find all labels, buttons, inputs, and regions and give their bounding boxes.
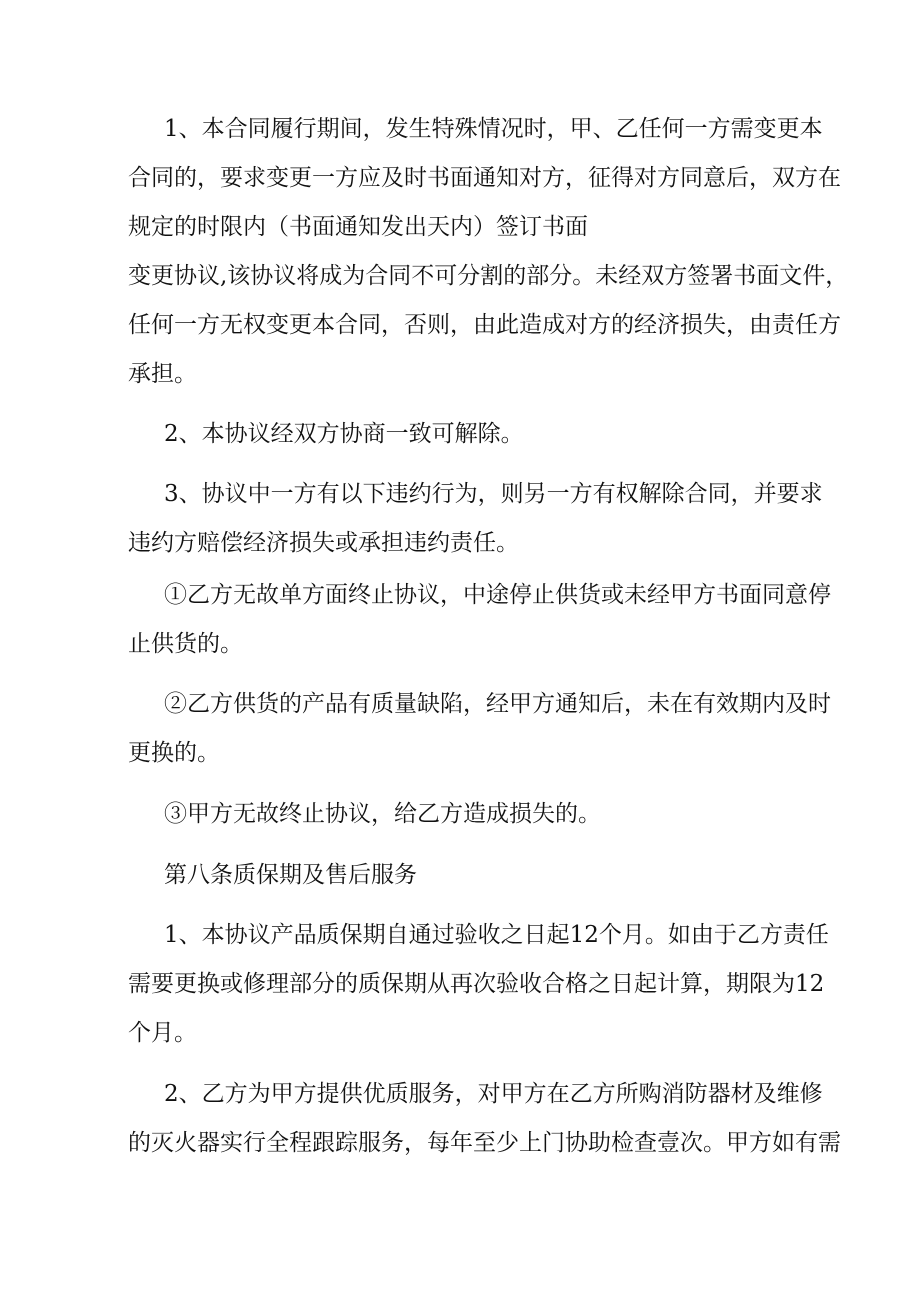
paragraph-10-line-2: 的灭火器实行全程跟踪服务，每年至少上门协助检查壹次。甲方如有需 — [128, 1130, 841, 1156]
paragraph-2-line-1: 变更协议,该协议将成为合同不可分割的部分。未经双方签署书面文件， — [128, 263, 849, 289]
paragraph-4-line-1: 3、协议中一方有以下违约行为，则另一方有权解除合同，并要求 — [164, 481, 823, 507]
paragraph-1-line-2: 合同的，要求变更一方应及时书面通知对方，征得对方同意后，双方在 — [128, 165, 841, 191]
paragraph-2-line-3: 承担。 — [128, 361, 197, 387]
paragraph-6-line-1: ②乙方供货的产品有质量缺陷，经甲方通知后，未在有效期内及时 — [164, 691, 831, 717]
paragraph-9-line-2: 需要更换或修理部分的质保期从再次验收合格之日起计算，期限为12 — [128, 971, 825, 997]
paragraph-3-line-1: 2、本协议经双方协商一致可解除。 — [164, 421, 524, 447]
paragraph-2-line-2: 任何一方无权变更本合同，否则，由此造成对方的经济损失，由责任方 — [128, 312, 841, 338]
paragraph-9-line-1: 1、本协议产品质保期自通过验收之日起12个月。如由于乙方责任 — [164, 922, 829, 948]
paragraph-4-line-2: 违约方赔偿经济损失或承担违约责任。 — [128, 530, 519, 556]
paragraph-1-line-1: 1、本合同履行期间，发生特殊情况时，甲、乙任何一方需变更本 — [164, 116, 823, 142]
paragraph-1-line-3: 规定的时限内（书面通知发出天内）签订书面 — [128, 214, 588, 240]
paragraph-6-line-2: 更换的。 — [128, 740, 220, 766]
paragraph-10-line-1: 2、乙方为甲方提供优质服务，对甲方在乙方所购消防器材及维修 — [164, 1081, 823, 1107]
paragraph-7-line-1: ③甲方无故终止协议，给乙方造成损失的。 — [164, 801, 601, 827]
paragraph-5-line-2: 止供货的。 — [128, 631, 243, 657]
paragraph-9-line-3: 个月。 — [128, 1020, 197, 1046]
section-heading-article-8: 第八条质保期及售后服务 — [164, 862, 417, 888]
paragraph-5-line-1: ①乙方无故单方面终止协议，中途停止供货或未经甲方书面同意停 — [164, 582, 831, 608]
